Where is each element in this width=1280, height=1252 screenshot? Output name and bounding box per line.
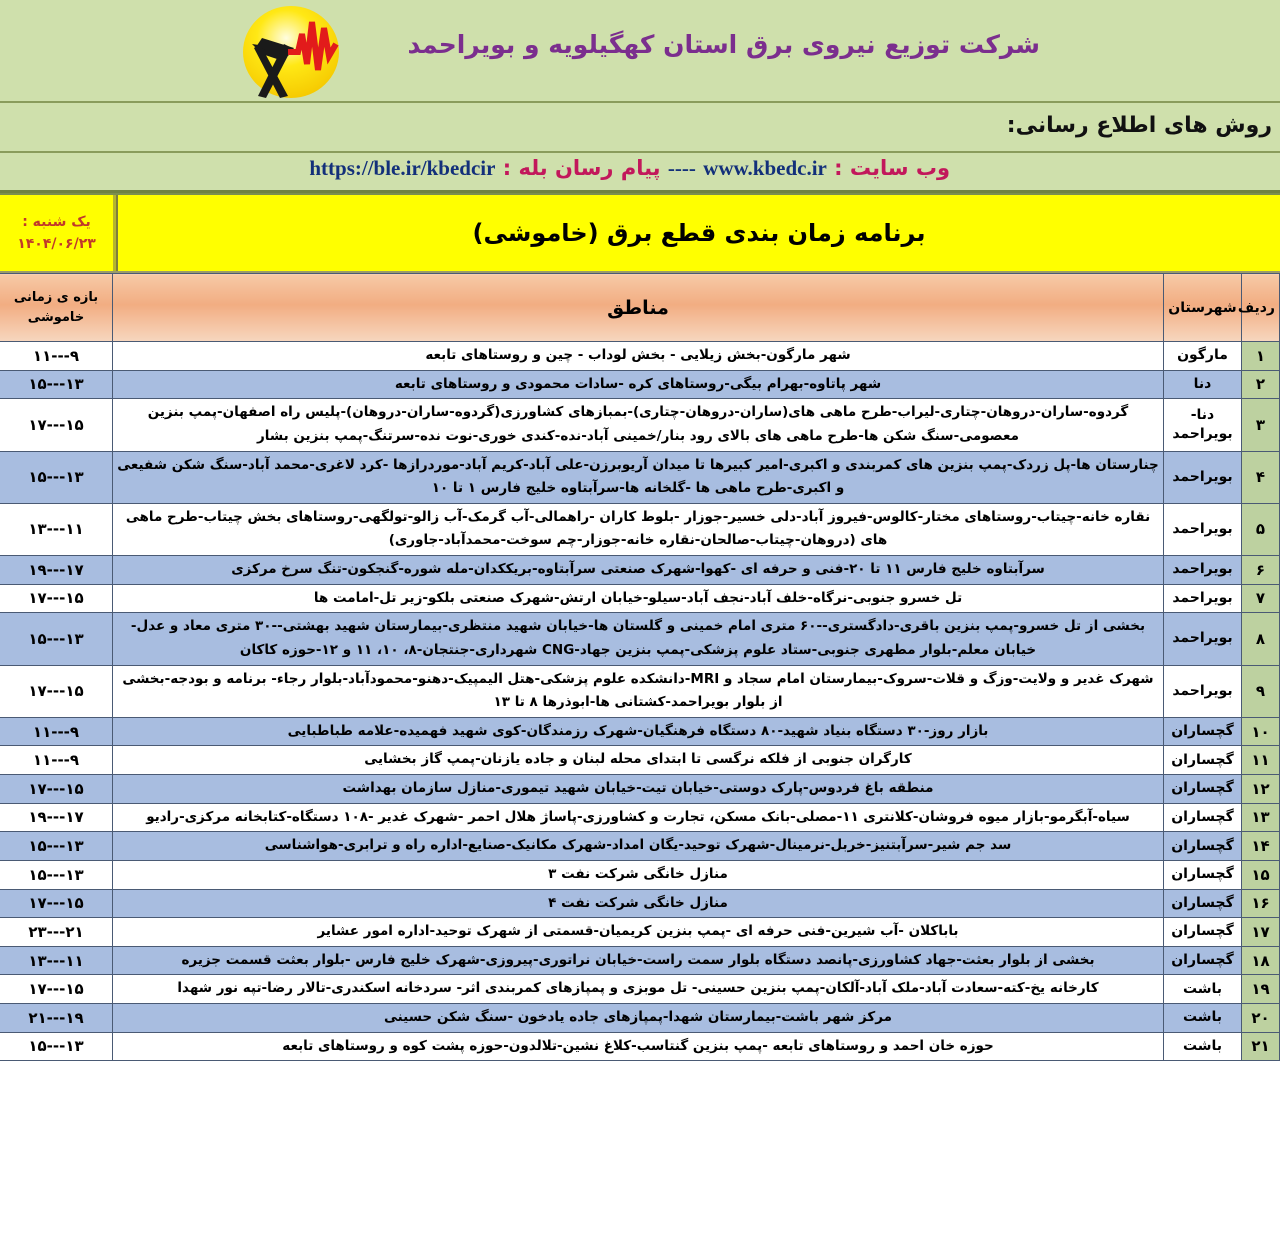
cell-city: بویراحمد [1164, 665, 1242, 717]
cell-city: باشت [1164, 1032, 1242, 1061]
web-site-label: وب سایت : [834, 156, 950, 180]
ble-messenger-url[interactable]: https://ble.ir/kbedcir [309, 156, 496, 180]
schedule-title-bar [0, 195, 1280, 273]
cell-areas: سیاه-آبگرمو-بازار میوه فروشان-کلانتری ۱۱-مصلی-بانک مسکن، تجارت و کشاورزی-پاساژ هلال احمر -شهرک غدیر -۱۰۸ دستگاه-کتابخانه مرکزی-رادیو [113, 803, 1164, 832]
cell-radif: ۱۸ [1242, 946, 1280, 975]
cell-time-range: ۱۳---۱۵ [0, 613, 113, 665]
cell-radif: ۱۴ [1242, 832, 1280, 861]
cell-city: دنا [1164, 370, 1242, 399]
cell-radif: ۳ [1242, 399, 1280, 451]
table-row [0, 918, 1280, 947]
table-row [0, 717, 1280, 746]
cell-city: گچساران [1164, 860, 1242, 889]
cell-time-range: ۹---۱۱ [0, 746, 113, 775]
table-row [0, 946, 1280, 975]
cell-areas: بازار روز-۳۰ دستگاه بنیاد شهید-۸۰ دستگاه فرهنگیان-شهرک رزمندگان-کوی شهید فهمیده-علامه طباطبایی [113, 717, 1164, 746]
cell-areas: چنارستان ها-پل زردک-پمپ بنزین های کمربندی و اکبری-امیر کبیرها تا میدان آریوبرزن-علی آباد-کریم آباد-موردرازها -کرد لاغری-محمد آباد-سنگ شکن شفیعی و اکبری-طرح ماهی ها -گلخانه ها-سرآبتاوه خلیج فارس ۱ تا ۱۰ [113, 451, 1164, 503]
cell-areas: مرکز شهر باشت-بیمارستان شهدا-پمپازهای جاده یادخون -سنگ شکن حسینی [113, 1004, 1164, 1033]
cell-city: گچساران [1164, 832, 1242, 861]
cell-radif: ۱۹ [1242, 975, 1280, 1004]
cell-radif: ۱۷ [1242, 918, 1280, 947]
table-row [0, 451, 1280, 503]
cell-city: گچساران [1164, 889, 1242, 918]
cell-time-range: ۱۵---۱۷ [0, 399, 113, 451]
cell-time-range: ۱۵---۱۷ [0, 975, 113, 1004]
cell-radif: ۶ [1242, 556, 1280, 585]
cell-city: دنا-بویراحمد [1164, 399, 1242, 451]
cell-areas: منازل خانگی شرکت نفت ۴ [113, 889, 1164, 918]
cell-city: بویراحمد [1164, 451, 1242, 503]
cell-time-range: ۱۵---۱۷ [0, 889, 113, 918]
column-header-time-line1: بازه ی زمانی [13, 290, 99, 305]
cell-time-range: ۱۳---۱۵ [0, 1032, 113, 1061]
schedule-main-title-cell [116, 195, 1280, 271]
table-row [0, 613, 1280, 665]
table-row [0, 775, 1280, 804]
power-pylon-waveform-logo-icon [232, 4, 350, 100]
column-header-city: شهرستان [1164, 274, 1242, 342]
cell-areas: نقاره خانه-چیتاب-روستاهای مختار-کالوس-فیروز آباد-دلی خسیر-جوزار -بلوط کاران -راهمالی-آب گرمک-آب زالو-تولگهی-روستاهای بخش چیتاب-طرح ماهی های (دروهان-چیتاب-صالحان-نقاره خانه-جوزار-چم سوخت-محمدآباد-جاوری) [113, 503, 1164, 555]
cell-radif: ۸ [1242, 613, 1280, 665]
header-info-band [0, 103, 1280, 153]
cell-areas: حوزه خان احمد و روستاهای تابعه -پمپ بنزین گنتاسب-کلاغ نشین-تلالدون-حوزه پشت کوه و روستاهای تابعه [113, 1032, 1164, 1061]
cell-time-range: ۱۱---۱۳ [0, 503, 113, 555]
cell-city: گچساران [1164, 775, 1242, 804]
table-row [0, 584, 1280, 613]
cell-areas: کارگران جنوبی از فلکه نرگسی تا ابتدای محله لبنان و جاده یازنان-پمپ گاز بخشایی [113, 746, 1164, 775]
cell-city: گچساران [1164, 717, 1242, 746]
table-row [0, 803, 1280, 832]
cell-radif: ۲۱ [1242, 1032, 1280, 1061]
column-header-time-line2: خاموشی [27, 309, 85, 325]
cell-radif: ۱۶ [1242, 889, 1280, 918]
cell-city: باشت [1164, 1004, 1242, 1033]
table-row [0, 1032, 1280, 1061]
cell-city: بویراحمد [1164, 584, 1242, 613]
page-header [0, 0, 1280, 195]
cell-time-range: ۱۳---۱۵ [0, 860, 113, 889]
cell-city: گچساران [1164, 946, 1242, 975]
cell-radif: ۵ [1242, 503, 1280, 555]
schedule-date-value: ۱۴۰۴/۰۶/۲۳ [17, 236, 96, 252]
cell-time-range: ۱۵---۱۷ [0, 665, 113, 717]
cell-time-range: ۹---۱۱ [0, 342, 113, 371]
table-header-row [0, 274, 1280, 342]
cell-radif: ۲۰ [1242, 1004, 1280, 1033]
table-row [0, 832, 1280, 861]
schedule-day-label: یک شنبه : [22, 214, 91, 230]
table-row [0, 556, 1280, 585]
table-row [0, 665, 1280, 717]
cell-radif: ۱۵ [1242, 860, 1280, 889]
header-contact-band [0, 153, 1280, 193]
cell-radif: ۱۰ [1242, 717, 1280, 746]
separator-dashes: ---- [667, 156, 696, 180]
cell-areas: بخشی از بلوار بعثت-جهاد کشاورزی-پانصد دستگاه بلوار سمت راست-خیابان نراتوری-پیروزی-شهرک خلیج فارس -بلوار بعثت قسمت جزیره [113, 946, 1164, 975]
cell-time-range: ۱۳---۱۵ [0, 370, 113, 399]
cell-areas: بخشی از تل خسرو-پمپ بنزین باقری-دادگستری--۶۰ متری امام خمینی و گلستان ها-خیابان شهید منتظری-بیمارستان شهید بهشتی--۳۰ متری معاد و عدل-خیابان معلم-بلوار مطهری جنوبی-ستاد علوم پزشکی-پمپ بنزین جهاد-CNG شهرداری-جنتجان-۸، ۱۰، ۱۱ و ۱۲-حوزه کاکان [113, 613, 1164, 665]
cell-areas: تل خسرو جنوبی-نرگاه-خلف آباد-نجف آباد-سیلو-خیابان ارتش-شهرک صنعتی بلکو-زیر تل-امامت ها [113, 584, 1164, 613]
cell-time-range: ۱۱---۱۳ [0, 946, 113, 975]
table-row [0, 503, 1280, 555]
ble-messenger-label: پیام رسان بله : [502, 156, 661, 180]
cell-radif: ۱۱ [1242, 746, 1280, 775]
cell-time-range: ۱۷---۱۹ [0, 803, 113, 832]
info-methods-label: روش های اطلاع رسانی: [1006, 113, 1272, 138]
schedule-date-cell [0, 195, 116, 271]
table-row [0, 975, 1280, 1004]
company-title: شرکت توزیع نیروی برق استان کهگیلویه و بویراحمد [407, 30, 1040, 59]
cell-radif: ۱۲ [1242, 775, 1280, 804]
cell-areas: منطقه باغ فردوس-پارک دوستی-خیابان تیت-خیابان شهید تیموری-منازل سازمان بهداشت [113, 775, 1164, 804]
cell-time-range: ۱۷---۱۹ [0, 556, 113, 585]
cell-areas: منازل خانگی شرکت نفت ۳ [113, 860, 1164, 889]
table-row [0, 342, 1280, 371]
cell-radif: ۲ [1242, 370, 1280, 399]
cell-areas: باباکلان -آب شیرین-فنی حرفه ای -پمپ بنزین کریمیان-قسمتی از شهرک توحید-اداره امور عشایر [113, 918, 1164, 947]
table-row [0, 399, 1280, 451]
table-row [0, 860, 1280, 889]
cell-time-range: ۱۹---۲۱ [0, 1004, 113, 1033]
table-body [0, 342, 1280, 1061]
contact-line [309, 156, 950, 181]
cell-city: مارگون [1164, 342, 1242, 371]
outage-schedule-table [0, 273, 1280, 1061]
table-header [0, 274, 1280, 342]
cell-radif: ۱۳ [1242, 803, 1280, 832]
table-row [0, 370, 1280, 399]
cell-time-range: ۱۵---۱۷ [0, 775, 113, 804]
cell-city: باشت [1164, 975, 1242, 1004]
page-title: برنامه زمان بندی قطع برق (خاموشی) [472, 219, 926, 247]
cell-time-range: ۲۱---۲۳ [0, 918, 113, 947]
cell-time-range: ۹---۱۱ [0, 717, 113, 746]
cell-areas: کارخانه یخ-کته-سعادت آباد-ملک آباد-آلکان-پمپ بنزین حسینی- تل موبزی و پمپازهای کمربندی اثر- سردخانه اسکندری-تالار رضا-تپه نور شهدا [113, 975, 1164, 1004]
cell-radif: ۹ [1242, 665, 1280, 717]
cell-city: گچساران [1164, 918, 1242, 947]
cell-areas: شهر پاتاوه-بهرام بیگی-روستاهای کره -سادات محمودی و روستاهای تابعه [113, 370, 1164, 399]
table-row [0, 1004, 1280, 1033]
cell-areas: سرآبتاوه خلیج فارس ۱۱ تا ۲۰-فنی و حرفه ای -کهوا-شهرک صنعتی سرآبتاوه-بریککدان-مله شوره-گنجکون-تنگ سرخ مرکزی [113, 556, 1164, 585]
column-header-radif: ردیف [1242, 274, 1280, 342]
cell-radif: ۷ [1242, 584, 1280, 613]
cell-areas: شهر مارگون-بخش زیلایی - بخش لوداب - چین و روستاهای تابعه [113, 342, 1164, 371]
cell-time-range: ۱۵---۱۷ [0, 584, 113, 613]
cell-time-range: ۱۳---۱۵ [0, 832, 113, 861]
cell-time-range: ۱۳---۱۵ [0, 451, 113, 503]
cell-areas: گردوه-ساران-دروهان-چتاری-لیراب-طرح ماهی های(ساران-دروهان-چتاری)-بمبازهای کشاورزی(گردوه-ساران-دروهان)-پلیس راه اصفهان-پمپ بنزین معصومی-سنگ شکن ها-طرح ماهی های بالای رود بنار/خمینی آباد-نده-کندی خوری-نوت نده-سرتنگ-پمپ بنزین بشار [113, 399, 1164, 451]
cell-city: گچساران [1164, 746, 1242, 775]
header-title-band [0, 0, 1280, 103]
cell-city: بویراحمد [1164, 503, 1242, 555]
web-site-url[interactable]: www.kbedc.ir [703, 156, 827, 180]
cell-areas: شهرک غدیر و ولایت-وزگ و قلات-سروک-بیمارستان امام سجاد و MRI-دانشکده علوم پزشکی-هتل الیمپیک-دهنو-محمودآباد-بلوار رجاء- برنامه و بودجه-بخشی از بلوار بویراحمد-کشتانی ها-ابوذرها ۸ تا ۱۳ [113, 665, 1164, 717]
table-row [0, 746, 1280, 775]
cell-areas: سد جم شیر-سرآبتنیز-خربل-نرمینال-شهرک توحید-یگان امداد-شهرک مکانیک-صنایع-اداره راه و ترابری-هواشناسی [113, 832, 1164, 861]
cell-radif: ۱ [1242, 342, 1280, 371]
cell-city: گچساران [1164, 803, 1242, 832]
column-header-time [0, 274, 113, 342]
table-row [0, 889, 1280, 918]
cell-city: بویراحمد [1164, 613, 1242, 665]
cell-city: بویراحمد [1164, 556, 1242, 585]
column-header-areas: مناطق [113, 274, 1164, 342]
cell-radif: ۴ [1242, 451, 1280, 503]
